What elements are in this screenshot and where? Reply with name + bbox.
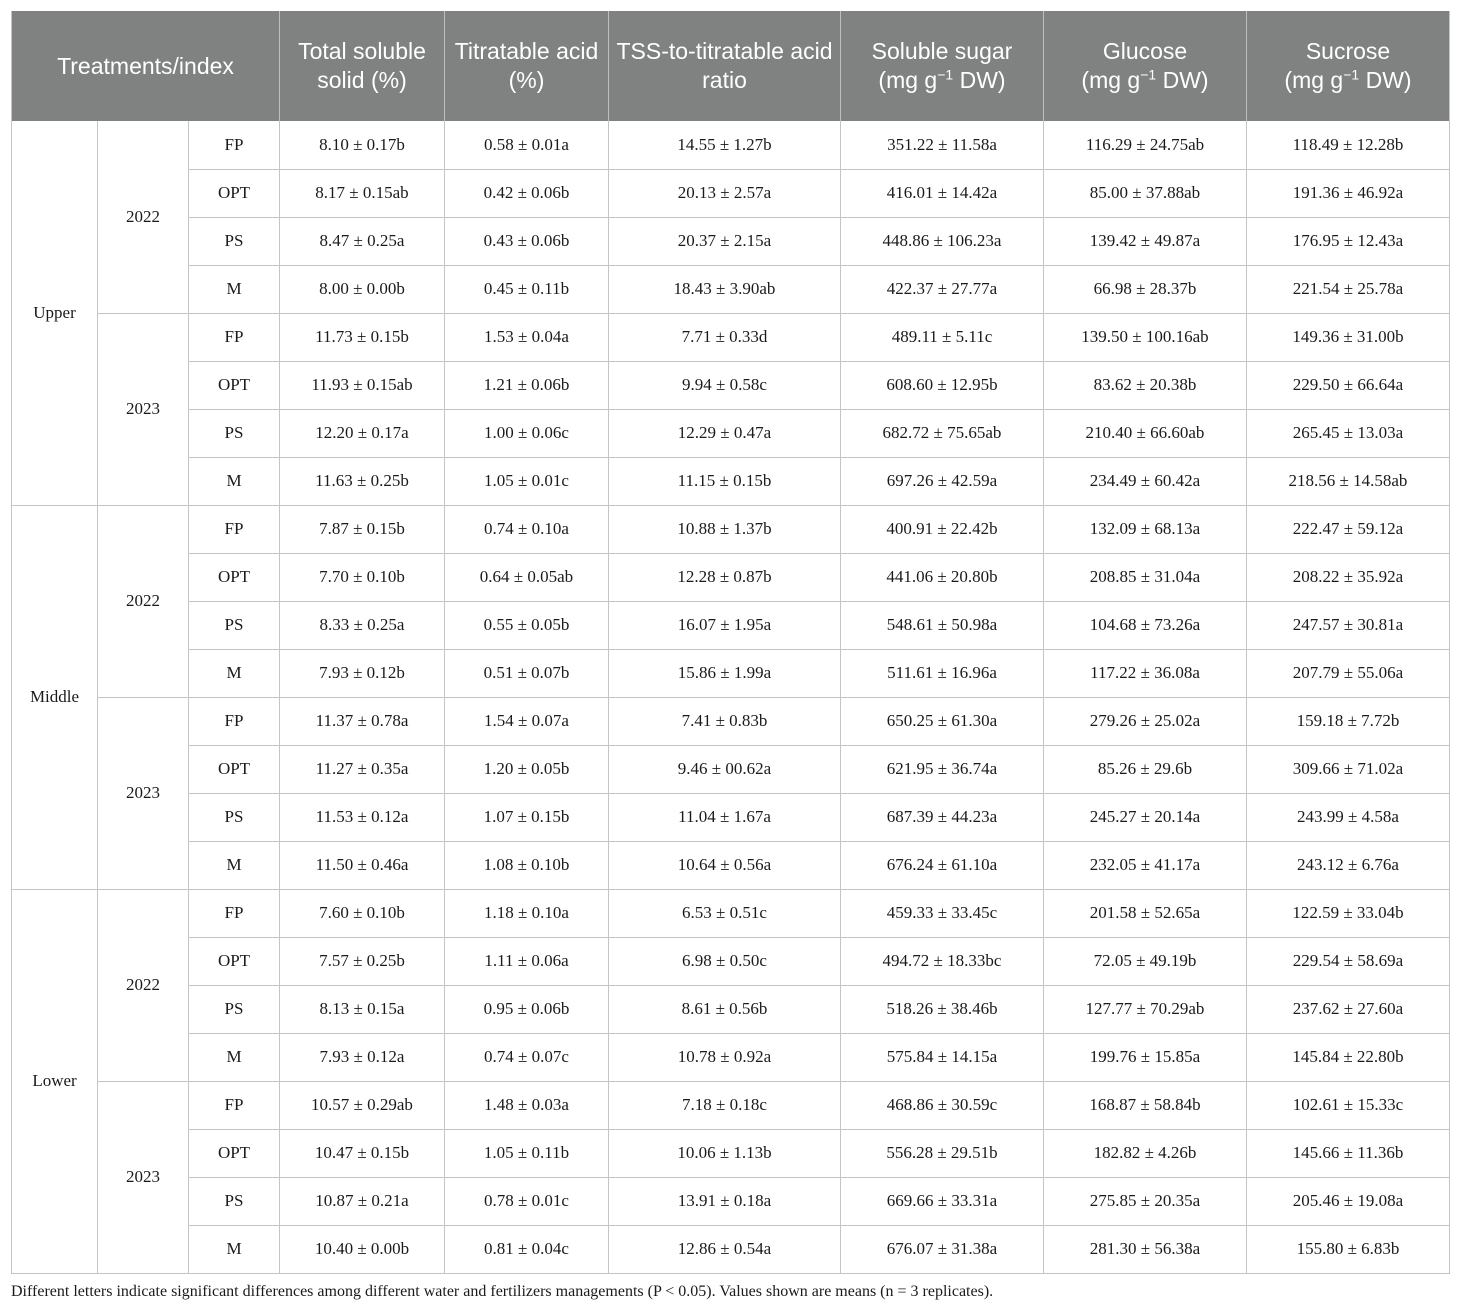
- tss-cell: 11.93 ± 0.15ab: [280, 361, 445, 409]
- sugar-cell: 518.26 ± 38.46b: [841, 985, 1044, 1033]
- treatment-cell: OPT: [189, 553, 280, 601]
- ratio-cell: 9.46 ± 00.62a: [609, 745, 841, 793]
- tss-cell: 11.53 ± 0.12a: [280, 793, 445, 841]
- sucrose-cell: 205.46 ± 19.08a: [1247, 1177, 1450, 1225]
- tss-cell: 10.47 ± 0.15b: [280, 1129, 445, 1177]
- ta-cell: 1.21 ± 0.06b: [445, 361, 609, 409]
- table-row: [12, 313, 1450, 361]
- table-row: [12, 121, 1450, 169]
- treatment-cell: PS: [189, 217, 280, 265]
- treatment-cell: FP: [189, 697, 280, 745]
- header-soluble-sugar-name: Soluble sugar: [871, 38, 1013, 64]
- sucrose-cell: 309.66 ± 71.02a: [1247, 745, 1450, 793]
- treatment-cell: FP: [189, 121, 280, 169]
- sucrose-cell: 221.54 ± 25.78a: [1247, 265, 1450, 313]
- tss-cell: 8.13 ± 0.15a: [280, 985, 445, 1033]
- unit-post: DW): [1156, 67, 1209, 93]
- sucrose-cell: 176.95 ± 12.43a: [1247, 217, 1450, 265]
- table-row: [12, 841, 1450, 889]
- tss-cell: 7.70 ± 0.10b: [280, 553, 445, 601]
- treatment-cell: M: [189, 1033, 280, 1081]
- table-row: [12, 553, 1450, 601]
- table-row: [12, 1081, 1450, 1129]
- sucrose-cell: 237.62 ± 27.60a: [1247, 985, 1450, 1033]
- sucrose-cell: 208.22 ± 35.92a: [1247, 553, 1450, 601]
- glucose-cell: 208.85 ± 31.04a: [1044, 553, 1247, 601]
- treatment-cell: OPT: [189, 1129, 280, 1177]
- sucrose-cell: 159.18 ± 7.72b: [1247, 697, 1450, 745]
- sugar-cell: 687.39 ± 44.23a: [841, 793, 1044, 841]
- glucose-cell: 83.62 ± 20.38b: [1044, 361, 1247, 409]
- header-treatments: Treatments/index: [12, 11, 280, 121]
- ta-cell: 0.43 ± 0.06b: [445, 217, 609, 265]
- unit-post: DW): [1359, 67, 1412, 93]
- ratio-cell: 8.61 ± 0.56b: [609, 985, 841, 1033]
- sucrose-cell: 122.59 ± 33.04b: [1247, 889, 1450, 937]
- year-cell: 2022: [98, 505, 189, 697]
- sugar-cell: 511.61 ± 16.96a: [841, 649, 1044, 697]
- sugar-cell: 676.24 ± 61.10a: [841, 841, 1044, 889]
- ta-cell: 1.05 ± 0.11b: [445, 1129, 609, 1177]
- treatment-cell: OPT: [189, 937, 280, 985]
- unit-pre: (mg g: [1081, 67, 1141, 93]
- unit-exp: −1: [1343, 66, 1360, 83]
- ta-cell: 0.51 ± 0.07b: [445, 649, 609, 697]
- ta-cell: 1.07 ± 0.15b: [445, 793, 609, 841]
- sucrose-cell: 243.12 ± 6.76a: [1247, 841, 1450, 889]
- ratio-cell: 6.53 ± 0.51c: [609, 889, 841, 937]
- ratio-cell: 13.91 ± 0.18a: [609, 1177, 841, 1225]
- table-row: [12, 1033, 1450, 1081]
- ta-cell: 1.05 ± 0.01c: [445, 457, 609, 505]
- sucrose-cell: 145.84 ± 22.80b: [1247, 1033, 1450, 1081]
- treatment-cell: FP: [189, 1081, 280, 1129]
- table-row: [12, 745, 1450, 793]
- glucose-cell: 116.29 ± 24.75ab: [1044, 121, 1247, 169]
- glucose-cell: 168.87 ± 58.84b: [1044, 1081, 1247, 1129]
- sugar-cell: 422.37 ± 27.77a: [841, 265, 1044, 313]
- treatment-cell: FP: [189, 889, 280, 937]
- table-row: [12, 409, 1450, 457]
- tss-cell: 10.40 ± 0.00b: [280, 1225, 445, 1273]
- sugar-cell: 697.26 ± 42.59a: [841, 457, 1044, 505]
- ratio-cell: 7.71 ± 0.33d: [609, 313, 841, 361]
- tss-cell: 10.87 ± 0.21a: [280, 1177, 445, 1225]
- sugar-cell: 650.25 ± 61.30a: [841, 697, 1044, 745]
- tss-cell: 7.57 ± 0.25b: [280, 937, 445, 985]
- glucose-cell: 117.22 ± 36.08a: [1044, 649, 1247, 697]
- sucrose-cell: 247.57 ± 30.81a: [1247, 601, 1450, 649]
- ta-cell: 0.45 ± 0.11b: [445, 265, 609, 313]
- ratio-cell: 18.43 ± 3.90ab: [609, 265, 841, 313]
- glucose-cell: 279.26 ± 25.02a: [1044, 697, 1247, 745]
- table-row: [12, 889, 1450, 937]
- ratio-cell: 14.55 ± 1.27b: [609, 121, 841, 169]
- sugar-cell: 676.07 ± 31.38a: [841, 1225, 1044, 1273]
- tss-cell: 11.50 ± 0.46a: [280, 841, 445, 889]
- glucose-cell: 275.85 ± 20.35a: [1044, 1177, 1247, 1225]
- header-ratio: TSS-to-titratable acid ratio: [609, 11, 841, 121]
- ratio-cell: 7.18 ± 0.18c: [609, 1081, 841, 1129]
- treatment-cell: M: [189, 265, 280, 313]
- ta-cell: 1.53 ± 0.04a: [445, 313, 609, 361]
- table-container: [11, 11, 1449, 1274]
- treatment-cell: M: [189, 841, 280, 889]
- year-cell: 2022: [98, 121, 189, 313]
- glucose-cell: 132.09 ± 68.13a: [1044, 505, 1247, 553]
- sugar-cell: 459.33 ± 33.45c: [841, 889, 1044, 937]
- ratio-cell: 11.15 ± 0.15b: [609, 457, 841, 505]
- ta-cell: 0.95 ± 0.06b: [445, 985, 609, 1033]
- sucrose-cell: 218.56 ± 14.58ab: [1247, 457, 1450, 505]
- glucose-cell: 127.77 ± 70.29ab: [1044, 985, 1247, 1033]
- header-tss: Total soluble solid (%): [280, 11, 445, 121]
- ratio-cell: 7.41 ± 0.83b: [609, 697, 841, 745]
- table-row: [12, 265, 1450, 313]
- glucose-cell: 281.30 ± 56.38a: [1044, 1225, 1247, 1273]
- ta-cell: 0.55 ± 0.05b: [445, 601, 609, 649]
- sugar-cell: 416.01 ± 14.42a: [841, 169, 1044, 217]
- ta-cell: 1.20 ± 0.05b: [445, 745, 609, 793]
- treatment-cell: OPT: [189, 361, 280, 409]
- sugar-cell: 400.91 ± 22.42b: [841, 505, 1044, 553]
- sugar-cell: 548.61 ± 50.98a: [841, 601, 1044, 649]
- tss-cell: 11.63 ± 0.25b: [280, 457, 445, 505]
- table-row: [12, 697, 1450, 745]
- tss-cell: 12.20 ± 0.17a: [280, 409, 445, 457]
- table-body: [12, 121, 1450, 1273]
- ta-cell: 0.64 ± 0.05ab: [445, 553, 609, 601]
- ta-cell: 1.48 ± 0.03a: [445, 1081, 609, 1129]
- ratio-cell: 12.29 ± 0.47a: [609, 409, 841, 457]
- sugar-cell: 682.72 ± 75.65ab: [841, 409, 1044, 457]
- ta-cell: 0.74 ± 0.10a: [445, 505, 609, 553]
- header-titratable-acid: Titratable acid (%): [445, 11, 609, 121]
- header-glucose: [1044, 11, 1247, 121]
- tss-cell: 8.33 ± 0.25a: [280, 601, 445, 649]
- glucose-cell: 182.82 ± 4.26b: [1044, 1129, 1247, 1177]
- sugar-cell: 556.28 ± 29.51b: [841, 1129, 1044, 1177]
- footnote: Different letters indicate significant differences among different water and fertilizers managements (P < 0.05). Values shown are means (n = 3 replicates).: [11, 1283, 994, 1300]
- sucrose-cell: 207.79 ± 55.06a: [1247, 649, 1450, 697]
- ratio-cell: 12.28 ± 0.87b: [609, 553, 841, 601]
- glucose-cell: 245.27 ± 20.14a: [1044, 793, 1247, 841]
- sugar-cell: 575.84 ± 14.15a: [841, 1033, 1044, 1081]
- tss-cell: 7.60 ± 0.10b: [280, 889, 445, 937]
- tss-cell: 8.47 ± 0.25a: [280, 217, 445, 265]
- glucose-cell: 85.00 ± 37.88ab: [1044, 169, 1247, 217]
- glucose-cell: 104.68 ± 73.26a: [1044, 601, 1247, 649]
- ta-cell: 1.00 ± 0.06c: [445, 409, 609, 457]
- ta-cell: 1.18 ± 0.10a: [445, 889, 609, 937]
- glucose-cell: 232.05 ± 41.17a: [1044, 841, 1247, 889]
- sugar-cell: 468.86 ± 30.59c: [841, 1081, 1044, 1129]
- ta-cell: 1.08 ± 0.10b: [445, 841, 609, 889]
- table-row: [12, 937, 1450, 985]
- tss-cell: 11.37 ± 0.78a: [280, 697, 445, 745]
- table-row: [12, 793, 1450, 841]
- ta-cell: 0.42 ± 0.06b: [445, 169, 609, 217]
- table-row: [12, 217, 1450, 265]
- position-cell: Middle: [12, 505, 98, 889]
- header-row: [12, 11, 1450, 121]
- ta-cell: 0.78 ± 0.01c: [445, 1177, 609, 1225]
- header-glucose-name: Glucose: [1102, 38, 1188, 64]
- sucrose-cell: 118.49 ± 12.28b: [1247, 121, 1450, 169]
- ratio-cell: 9.94 ± 0.58c: [609, 361, 841, 409]
- glucose-cell: 72.05 ± 49.19b: [1044, 937, 1247, 985]
- tss-cell: 8.17 ± 0.15ab: [280, 169, 445, 217]
- table-row: [12, 601, 1450, 649]
- sucrose-cell: 222.47 ± 59.12a: [1247, 505, 1450, 553]
- table-row: [12, 1177, 1450, 1225]
- unit-exp: −1: [937, 66, 954, 83]
- treatment-cell: PS: [189, 1177, 280, 1225]
- header-sucrose-name: Sucrose: [1305, 38, 1391, 64]
- ratio-cell: 12.86 ± 0.54a: [609, 1225, 841, 1273]
- ratio-cell: 10.06 ± 1.13b: [609, 1129, 841, 1177]
- ta-cell: 0.81 ± 0.04c: [445, 1225, 609, 1273]
- header-soluble-sugar: [841, 11, 1044, 121]
- table-row: [12, 361, 1450, 409]
- ta-cell: 1.54 ± 0.07a: [445, 697, 609, 745]
- glucose-cell: 201.58 ± 52.65a: [1044, 889, 1247, 937]
- tss-cell: 7.93 ± 0.12b: [280, 649, 445, 697]
- unit-pre: (mg g: [1284, 67, 1344, 93]
- sucrose-cell: 145.66 ± 11.36b: [1247, 1129, 1450, 1177]
- year-cell: 2022: [98, 889, 189, 1081]
- glucose-cell: 199.76 ± 15.85a: [1044, 1033, 1247, 1081]
- treatment-cell: M: [189, 649, 280, 697]
- header-sucrose: [1247, 11, 1450, 121]
- sucrose-cell: 149.36 ± 31.00b: [1247, 313, 1450, 361]
- ta-cell: 0.74 ± 0.07c: [445, 1033, 609, 1081]
- treatment-cell: FP: [189, 505, 280, 553]
- glucose-cell: 85.26 ± 29.6b: [1044, 745, 1247, 793]
- tss-cell: 7.87 ± 0.15b: [280, 505, 445, 553]
- sucrose-cell: 243.99 ± 4.58a: [1247, 793, 1450, 841]
- ratio-cell: 20.37 ± 2.15a: [609, 217, 841, 265]
- ratio-cell: 11.04 ± 1.67a: [609, 793, 841, 841]
- position-cell: Lower: [12, 889, 98, 1273]
- table-row: [12, 1129, 1450, 1177]
- table-row: [12, 505, 1450, 553]
- sugar-cell: 669.66 ± 33.31a: [841, 1177, 1044, 1225]
- ratio-cell: 6.98 ± 0.50c: [609, 937, 841, 985]
- table-row: [12, 985, 1450, 1033]
- table-row: [12, 169, 1450, 217]
- treatment-cell: PS: [189, 985, 280, 1033]
- treatment-cell: PS: [189, 793, 280, 841]
- tss-cell: 7.93 ± 0.12a: [280, 1033, 445, 1081]
- tss-cell: 11.27 ± 0.35a: [280, 745, 445, 793]
- glucose-cell: 139.42 ± 49.87a: [1044, 217, 1247, 265]
- treatment-cell: M: [189, 457, 280, 505]
- treatment-cell: PS: [189, 601, 280, 649]
- sugar-cell: 448.86 ± 106.23a: [841, 217, 1044, 265]
- treatment-cell: FP: [189, 313, 280, 361]
- table-row: [12, 1225, 1450, 1273]
- ratio-cell: 10.78 ± 0.92a: [609, 1033, 841, 1081]
- table-row: [12, 649, 1450, 697]
- year-cell: 2023: [98, 1081, 189, 1273]
- tss-cell: 8.00 ± 0.00b: [280, 265, 445, 313]
- unit-exp: −1: [1140, 66, 1157, 83]
- sugar-cell: 351.22 ± 11.58a: [841, 121, 1044, 169]
- ta-cell: 1.11 ± 0.06a: [445, 937, 609, 985]
- ratio-cell: 16.07 ± 1.95a: [609, 601, 841, 649]
- glucose-cell: 139.50 ± 100.16ab: [1044, 313, 1247, 361]
- ta-cell: 0.58 ± 0.01a: [445, 121, 609, 169]
- sucrose-cell: 229.54 ± 58.69a: [1247, 937, 1450, 985]
- glucose-cell: 210.40 ± 66.60ab: [1044, 409, 1247, 457]
- treatment-cell: M: [189, 1225, 280, 1273]
- table-row: [12, 457, 1450, 505]
- ratio-cell: 15.86 ± 1.99a: [609, 649, 841, 697]
- treatment-cell: OPT: [189, 745, 280, 793]
- sucrose-cell: 265.45 ± 13.03a: [1247, 409, 1450, 457]
- sugar-cell: 608.60 ± 12.95b: [841, 361, 1044, 409]
- sucrose-cell: 155.80 ± 6.83b: [1247, 1225, 1450, 1273]
- ratio-cell: 10.64 ± 0.56a: [609, 841, 841, 889]
- sucrose-cell: 102.61 ± 15.33c: [1247, 1081, 1450, 1129]
- ratio-cell: 20.13 ± 2.57a: [609, 169, 841, 217]
- year-cell: 2023: [98, 313, 189, 505]
- sugar-cell: 489.11 ± 5.11c: [841, 313, 1044, 361]
- unit-post: DW): [953, 67, 1006, 93]
- glucose-cell: 66.98 ± 28.37b: [1044, 265, 1247, 313]
- sugar-cell: 621.95 ± 36.74a: [841, 745, 1044, 793]
- sugar-cell: 494.72 ± 18.33bc: [841, 937, 1044, 985]
- treatment-cell: OPT: [189, 169, 280, 217]
- sucrose-cell: 191.36 ± 46.92a: [1247, 169, 1450, 217]
- data-table: [11, 11, 1450, 1274]
- treatment-cell: PS: [189, 409, 280, 457]
- tss-cell: 8.10 ± 0.17b: [280, 121, 445, 169]
- sucrose-cell: 229.50 ± 66.64a: [1247, 361, 1450, 409]
- ratio-cell: 10.88 ± 1.37b: [609, 505, 841, 553]
- position-cell: Upper: [12, 121, 98, 505]
- glucose-cell: 234.49 ± 60.42a: [1044, 457, 1247, 505]
- tss-cell: 11.73 ± 0.15b: [280, 313, 445, 361]
- unit-pre: (mg g: [878, 67, 938, 93]
- year-cell: 2023: [98, 697, 189, 889]
- sugar-cell: 441.06 ± 20.80b: [841, 553, 1044, 601]
- tss-cell: 10.57 ± 0.29ab: [280, 1081, 445, 1129]
